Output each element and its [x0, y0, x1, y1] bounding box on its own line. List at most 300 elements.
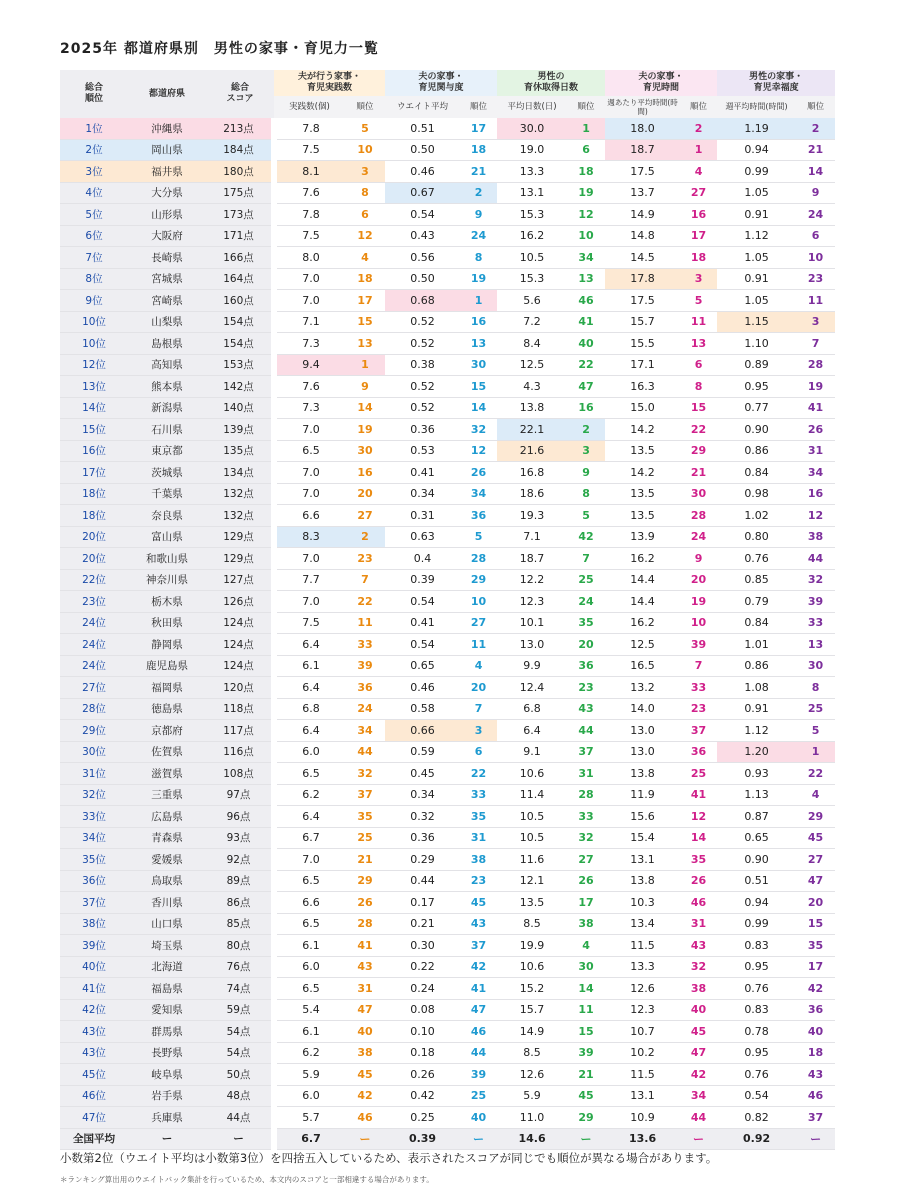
practice-count-cell: 7.5: [274, 225, 345, 247]
total-score-cell: 97点: [206, 784, 274, 806]
involvement-rank-cell: 16: [460, 311, 497, 333]
table-row: [60, 548, 835, 570]
leave-days-cell: 13.0: [497, 634, 567, 656]
housework-time-rank-cell: 22: [680, 419, 717, 441]
leave-days-cell: 5.9: [497, 1085, 567, 1107]
total-score-cell: 134点: [206, 462, 274, 484]
housework-time-rank-cell: 39: [680, 634, 717, 656]
practice-count-cell: 6.0: [274, 956, 345, 978]
overall-rank-cell: 13位: [60, 376, 128, 398]
involvement-weight-cell: 0.26: [385, 1064, 460, 1086]
overall-rank-cell: 33位: [60, 806, 128, 828]
header-group-leave: 男性の 育休取得日数: [497, 70, 605, 96]
practice-rank-cell: 17: [345, 290, 385, 312]
practice-rank-cell: 13: [345, 333, 385, 355]
involvement-rank-cell: 4: [460, 655, 497, 677]
involvement-rank-cell: 1: [460, 290, 497, 312]
leave-days-cell: 13.5: [497, 892, 567, 914]
involvement-rank-cell: 12: [460, 440, 497, 462]
practice-count-cell: 6.1: [274, 1021, 345, 1043]
national-average-row: [60, 1128, 835, 1150]
happiness-cell: 0.86: [717, 655, 796, 677]
housework-time-cell: 10.7: [605, 1021, 680, 1043]
housework-time-cell: 11.5: [605, 935, 680, 957]
happiness-cell: 0.85: [717, 569, 796, 591]
practice-count-cell: 7.5: [274, 139, 345, 161]
involvement-weight-cell: 0.10: [385, 1021, 460, 1043]
header-group-involvement: 夫の家事・ 育児関与度: [385, 70, 497, 96]
involvement-weight-cell: 0.34: [385, 483, 460, 505]
housework-time-rank-cell: 43: [680, 935, 717, 957]
prefecture-cell: 栃木県: [128, 591, 206, 613]
table-row: [60, 849, 835, 871]
table-row: [60, 311, 835, 333]
happiness-cell: 0.94: [717, 892, 796, 914]
overall-rank-cell: 2位: [60, 139, 128, 161]
practice-count-cell: 8.0: [274, 247, 345, 269]
involvement-rank-cell: 32: [460, 419, 497, 441]
housework-time-cell: 13.5: [605, 483, 680, 505]
involvement-rank-cell: 31: [460, 827, 497, 849]
overall-rank-cell: 7位: [60, 247, 128, 269]
practice-rank-cell: 41: [345, 935, 385, 957]
practice-count-cell: 7.0: [274, 591, 345, 613]
practice-rank-cell: 43: [345, 956, 385, 978]
housework-time-cell: 13.8: [605, 763, 680, 785]
leave-rank-cell: 13: [567, 268, 605, 290]
prefecture-cell: 島根県: [128, 333, 206, 355]
overall-rank-cell: 18位: [60, 483, 128, 505]
leave-rank-cell: 21: [567, 1064, 605, 1086]
happiness-cell: 0.84: [717, 612, 796, 634]
leave-rank-cell: 47: [567, 376, 605, 398]
practice-rank-cell: 36: [345, 677, 385, 699]
leave-days-cell: 9.1: [497, 741, 567, 763]
happiness-cell: 0.83: [717, 935, 796, 957]
practice-rank-cell: 5: [345, 118, 385, 139]
leave-rank-cell: 4: [567, 935, 605, 957]
housework-time-cell: 10.3: [605, 892, 680, 914]
leave-days-cell: 16.2: [497, 225, 567, 247]
leave-days-cell: 8.5: [497, 913, 567, 935]
happiness-cell: 0.91: [717, 268, 796, 290]
involvement-weight-cell: 0.59: [385, 741, 460, 763]
happiness-rank-cell: 6: [796, 225, 835, 247]
table-row: [60, 376, 835, 398]
housework-time-cell: 10.9: [605, 1107, 680, 1129]
practice-rank-cell: 2: [345, 526, 385, 548]
total-score-cell: 171点: [206, 225, 274, 247]
average-happiness-cell: 0.92: [717, 1128, 796, 1150]
housework-time-cell: 13.5: [605, 505, 680, 527]
leave-days-cell: 15.3: [497, 204, 567, 226]
involvement-rank-cell: 10: [460, 591, 497, 613]
overall-rank-cell: 32位: [60, 784, 128, 806]
prefecture-cell: 三重県: [128, 784, 206, 806]
total-score-cell: 129点: [206, 548, 274, 570]
housework-time-cell: 14.4: [605, 591, 680, 613]
practice-rank-cell: 18: [345, 268, 385, 290]
total-score-cell: 180点: [206, 161, 274, 183]
leave-days-cell: 11.6: [497, 849, 567, 871]
involvement-rank-cell: 6: [460, 741, 497, 763]
table-row: [60, 956, 835, 978]
happiness-cell: 0.79: [717, 591, 796, 613]
table-row: [60, 182, 835, 204]
practice-count-cell: 7.3: [274, 397, 345, 419]
involvement-rank-cell: 38: [460, 849, 497, 871]
involvement-rank-cell: 47: [460, 999, 497, 1021]
prefecture-cell: 奈良県: [128, 505, 206, 527]
involvement-weight-cell: 0.29: [385, 849, 460, 871]
leave-rank-cell: 9: [567, 462, 605, 484]
practice-rank-cell: 7: [345, 569, 385, 591]
happiness-rank-cell: 23: [796, 268, 835, 290]
average-housework-time-rank-cell: ー: [680, 1128, 717, 1150]
involvement-weight-cell: 0.68: [385, 290, 460, 312]
happiness-cell: 0.87: [717, 806, 796, 828]
leave-rank-cell: 18: [567, 161, 605, 183]
prefecture-cell: 東京都: [128, 440, 206, 462]
housework-time-rank-cell: 24: [680, 526, 717, 548]
overall-rank-cell: 36位: [60, 870, 128, 892]
prefecture-cell: 福島県: [128, 978, 206, 1000]
involvement-rank-cell: 25: [460, 1085, 497, 1107]
involvement-weight-cell: 0.25: [385, 1107, 460, 1129]
total-score-cell: 140点: [206, 397, 274, 419]
happiness-cell: 1.19: [717, 118, 796, 139]
prefecture-cell: 新潟県: [128, 397, 206, 419]
practice-rank-cell: 45: [345, 1064, 385, 1086]
involvement-weight-cell: 0.54: [385, 634, 460, 656]
housework-time-rank-cell: 33: [680, 677, 717, 699]
prefecture-cell: 香川県: [128, 892, 206, 914]
happiness-rank-cell: 40: [796, 1021, 835, 1043]
housework-time-rank-cell: 7: [680, 655, 717, 677]
table-row: [60, 591, 835, 613]
happiness-rank-cell: 18: [796, 1042, 835, 1064]
leave-rank-cell: 29: [567, 1107, 605, 1129]
happiness-cell: 0.76: [717, 1064, 796, 1086]
total-score-cell: 124点: [206, 634, 274, 656]
prefecture-cell: 千葉県: [128, 483, 206, 505]
prefecture-cell: 沖縄県: [128, 118, 206, 139]
overall-rank-cell: 6位: [60, 225, 128, 247]
practice-rank-cell: 44: [345, 741, 385, 763]
involvement-weight-cell: 0.46: [385, 161, 460, 183]
involvement-rank-cell: 13: [460, 333, 497, 355]
involvement-rank-cell: 15: [460, 376, 497, 398]
overall-rank-cell: 5位: [60, 204, 128, 226]
leave-rank-cell: 25: [567, 569, 605, 591]
prefecture-cell: 滋賀県: [128, 763, 206, 785]
practice-rank-cell: 32: [345, 763, 385, 785]
table-row: [60, 763, 835, 785]
housework-time-cell: 13.0: [605, 741, 680, 763]
involvement-rank-cell: 30: [460, 354, 497, 376]
involvement-rank-cell: 22: [460, 763, 497, 785]
practice-rank-cell: 8: [345, 182, 385, 204]
housework-time-rank-cell: 4: [680, 161, 717, 183]
leave-days-cell: 10.5: [497, 806, 567, 828]
housework-time-rank-cell: 15: [680, 397, 717, 419]
total-score-cell: 116点: [206, 741, 274, 763]
housework-time-rank-cell: 37: [680, 720, 717, 742]
overall-rank-cell: 8位: [60, 268, 128, 290]
header-happiness-rank: 順位: [796, 96, 835, 118]
leave-rank-cell: 34: [567, 247, 605, 269]
leave-rank-cell: 39: [567, 1042, 605, 1064]
total-score-cell: 96点: [206, 806, 274, 828]
practice-count-cell: 5.4: [274, 999, 345, 1021]
practice-count-cell: 7.0: [274, 483, 345, 505]
involvement-rank-cell: 34: [460, 483, 497, 505]
happiness-cell: 0.94: [717, 139, 796, 161]
overall-rank-cell: 10位: [60, 311, 128, 333]
leave-days-cell: 13.8: [497, 397, 567, 419]
housework-time-cell: 14.4: [605, 569, 680, 591]
prefecture-cell: 山梨県: [128, 311, 206, 333]
leave-days-cell: 15.7: [497, 999, 567, 1021]
overall-rank-cell: 41位: [60, 978, 128, 1000]
prefecture-cell: 長野県: [128, 1042, 206, 1064]
table-row: [60, 333, 835, 355]
happiness-rank-cell: 9: [796, 182, 835, 204]
housework-time-cell: 18.0: [605, 118, 680, 139]
leave-rank-cell: 22: [567, 354, 605, 376]
table-row: [60, 677, 835, 699]
housework-time-cell: 17.5: [605, 290, 680, 312]
prefecture-cell: 宮崎県: [128, 290, 206, 312]
leave-days-cell: 16.8: [497, 462, 567, 484]
table-row: [60, 612, 835, 634]
total-score-cell: 44点: [206, 1107, 274, 1129]
involvement-weight-cell: 0.42: [385, 1085, 460, 1107]
leave-days-cell: 12.1: [497, 870, 567, 892]
practice-count-cell: 7.0: [274, 268, 345, 290]
leave-rank-cell: 36: [567, 655, 605, 677]
involvement-weight-cell: 0.51: [385, 118, 460, 139]
leave-days-cell: 22.1: [497, 419, 567, 441]
practice-rank-cell: 28: [345, 913, 385, 935]
table-row: [60, 247, 835, 269]
leave-days-cell: 12.5: [497, 354, 567, 376]
table-row: [60, 225, 835, 247]
happiness-rank-cell: 15: [796, 913, 835, 935]
overall-rank-cell: 3位: [60, 161, 128, 183]
housework-time-cell: 10.2: [605, 1042, 680, 1064]
happiness-rank-cell: 36: [796, 999, 835, 1021]
practice-count-cell: 7.6: [274, 182, 345, 204]
housework-time-cell: 13.9: [605, 526, 680, 548]
overall-rank-cell: 37位: [60, 892, 128, 914]
page-title: 2025年 都道府県別 男性の家事・育児力一覧: [60, 41, 379, 57]
housework-time-rank-cell: 12: [680, 806, 717, 828]
housework-time-cell: 14.5: [605, 247, 680, 269]
overall-rank-cell: 24位: [60, 612, 128, 634]
total-score-cell: 175点: [206, 182, 274, 204]
involvement-rank-cell: 17: [460, 118, 497, 139]
practice-count-cell: 6.2: [274, 784, 345, 806]
table-row: [60, 741, 835, 763]
overall-rank-cell: 4位: [60, 182, 128, 204]
table-row: [60, 870, 835, 892]
practice-count-cell: 6.7: [274, 827, 345, 849]
housework-time-rank-cell: 23: [680, 698, 717, 720]
leave-days-cell: 7.1: [497, 526, 567, 548]
overall-rank-cell: 45位: [60, 1064, 128, 1086]
overall-rank-cell: 15位: [60, 419, 128, 441]
happiness-rank-cell: 28: [796, 354, 835, 376]
prefecture-cell: 鳥取県: [128, 870, 206, 892]
involvement-weight-cell: 0.32: [385, 806, 460, 828]
involvement-weight-cell: 0.36: [385, 419, 460, 441]
happiness-rank-cell: 33: [796, 612, 835, 634]
prefecture-cell: 和歌山県: [128, 548, 206, 570]
happiness-cell: 0.99: [717, 913, 796, 935]
total-score-cell: 173点: [206, 204, 274, 226]
leave-rank-cell: 19: [567, 182, 605, 204]
overall-rank-cell: 9位: [60, 290, 128, 312]
happiness-rank-cell: 41: [796, 397, 835, 419]
happiness-rank-cell: 39: [796, 591, 835, 613]
housework-time-rank-cell: 42: [680, 1064, 717, 1086]
overall-rank-cell: 31位: [60, 763, 128, 785]
overall-rank-cell: 34位: [60, 827, 128, 849]
leave-days-cell: 10.6: [497, 956, 567, 978]
table-row: [60, 978, 835, 1000]
involvement-weight-cell: 0.63: [385, 526, 460, 548]
total-score-cell: 154点: [206, 333, 274, 355]
happiness-cell: 1.10: [717, 333, 796, 355]
overall-rank-cell: 22位: [60, 569, 128, 591]
involvement-rank-cell: 28: [460, 548, 497, 570]
involvement-rank-cell: 21: [460, 161, 497, 183]
happiness-rank-cell: 14: [796, 161, 835, 183]
happiness-rank-cell: 30: [796, 655, 835, 677]
housework-time-rank-cell: 16: [680, 204, 717, 226]
table-row: [60, 1085, 835, 1107]
practice-count-cell: 7.7: [274, 569, 345, 591]
practice-count-cell: 5.9: [274, 1064, 345, 1086]
practice-rank-cell: 12: [345, 225, 385, 247]
practice-rank-cell: 11: [345, 612, 385, 634]
housework-time-rank-cell: 30: [680, 483, 717, 505]
leave-rank-cell: 17: [567, 892, 605, 914]
housework-time-rank-cell: 8: [680, 376, 717, 398]
practice-count-cell: 6.1: [274, 935, 345, 957]
housework-time-cell: 12.3: [605, 999, 680, 1021]
practice-rank-cell: 30: [345, 440, 385, 462]
total-score-cell: 118点: [206, 698, 274, 720]
involvement-weight-cell: 0.65: [385, 655, 460, 677]
leave-rank-cell: 12: [567, 204, 605, 226]
housework-time-rank-cell: 31: [680, 913, 717, 935]
happiness-cell: 1.20: [717, 741, 796, 763]
involvement-weight-cell: 0.38: [385, 354, 460, 376]
prefecture-cell: 長崎県: [128, 247, 206, 269]
leave-rank-cell: 10: [567, 225, 605, 247]
involvement-rank-cell: 3: [460, 720, 497, 742]
header-happiness-value: 週平均時間(時間): [717, 96, 796, 118]
leave-days-cell: 10.5: [497, 247, 567, 269]
housework-time-rank-cell: 20: [680, 569, 717, 591]
happiness-rank-cell: 20: [796, 892, 835, 914]
table-row: [60, 526, 835, 548]
prefecture-cell: 青森県: [128, 827, 206, 849]
housework-time-cell: 15.6: [605, 806, 680, 828]
happiness-cell: 0.95: [717, 1042, 796, 1064]
practice-count-cell: 6.2: [274, 1042, 345, 1064]
prefecture-cell: 福井県: [128, 161, 206, 183]
happiness-cell: 1.13: [717, 784, 796, 806]
practice-count-cell: 7.5: [274, 612, 345, 634]
prefecture-cell: 宮城県: [128, 268, 206, 290]
total-score-cell: 153点: [206, 354, 274, 376]
leave-rank-cell: 31: [567, 763, 605, 785]
total-score-cell: 213点: [206, 118, 274, 139]
leave-rank-cell: 15: [567, 1021, 605, 1043]
happiness-cell: 1.05: [717, 290, 796, 312]
involvement-rank-cell: 35: [460, 806, 497, 828]
average-leave-days-cell: 14.6: [497, 1128, 567, 1150]
involvement-rank-cell: 43: [460, 913, 497, 935]
practice-count-cell: 6.5: [274, 440, 345, 462]
total-score-cell: 132点: [206, 483, 274, 505]
practice-rank-cell: 3: [345, 161, 385, 183]
leave-rank-cell: 1: [567, 118, 605, 139]
average-practice-rank-cell: ー: [345, 1128, 385, 1150]
header-leave-value: 平均日数(日): [497, 96, 567, 118]
header-group-time: 夫の家事・ 育児時間: [605, 70, 717, 96]
housework-time-rank-cell: 36: [680, 741, 717, 763]
leave-days-cell: 12.6: [497, 1064, 567, 1086]
total-score-cell: 164点: [206, 268, 274, 290]
involvement-rank-cell: 2: [460, 182, 497, 204]
happiness-cell: 0.83: [717, 999, 796, 1021]
involvement-weight-cell: 0.30: [385, 935, 460, 957]
prefecture-cell: 岐阜県: [128, 1064, 206, 1086]
prefecture-cell: 愛知県: [128, 999, 206, 1021]
total-score-cell: 50点: [206, 1064, 274, 1086]
involvement-rank-cell: 41: [460, 978, 497, 1000]
involvement-weight-cell: 0.52: [385, 376, 460, 398]
happiness-rank-cell: 25: [796, 698, 835, 720]
practice-rank-cell: 22: [345, 591, 385, 613]
prefecture-cell: 群馬県: [128, 1021, 206, 1043]
average-practice-count-cell: 6.7: [274, 1128, 345, 1150]
leave-days-cell: 10.6: [497, 763, 567, 785]
involvement-rank-cell: 33: [460, 784, 497, 806]
happiness-cell: 0.91: [717, 698, 796, 720]
involvement-rank-cell: 40: [460, 1107, 497, 1129]
table-row: [60, 1042, 835, 1064]
practice-count-cell: 6.5: [274, 763, 345, 785]
leave-days-cell: 10.5: [497, 827, 567, 849]
table-row: [60, 139, 835, 161]
involvement-weight-cell: 0.17: [385, 892, 460, 914]
leave-rank-cell: 24: [567, 591, 605, 613]
housework-time-rank-cell: 18: [680, 247, 717, 269]
overall-rank-cell: 17位: [60, 462, 128, 484]
table-row: [60, 118, 835, 139]
leave-days-cell: 19.0: [497, 139, 567, 161]
happiness-rank-cell: 2: [796, 118, 835, 139]
practice-rank-cell: 34: [345, 720, 385, 742]
practice-count-cell: 9.4: [274, 354, 345, 376]
involvement-weight-cell: 0.18: [385, 1042, 460, 1064]
leave-days-cell: 13.1: [497, 182, 567, 204]
